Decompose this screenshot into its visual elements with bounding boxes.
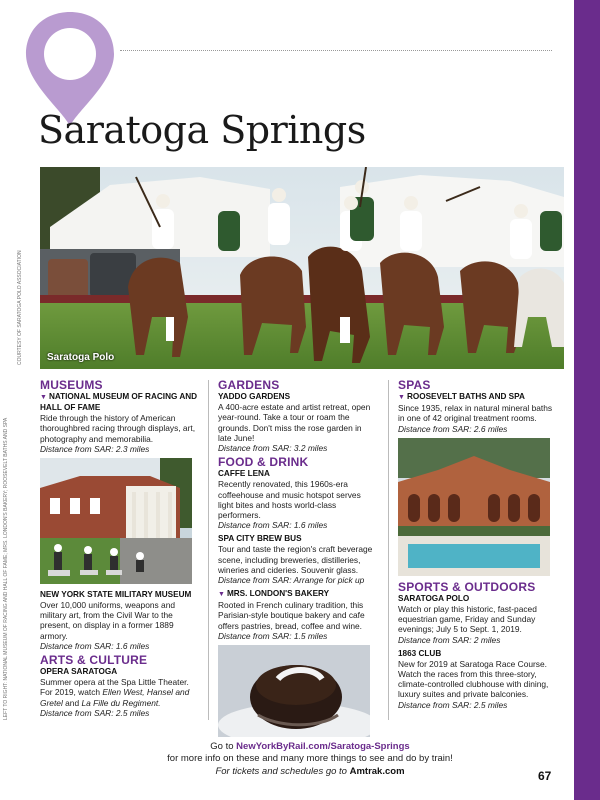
listing-distance: Distance from SAR: 2.6 miles (398, 423, 508, 434)
page-number: 67 (538, 769, 552, 783)
listing-name: ▼ NATIONAL MUSEUM OF RACING AND HALL OF FAME (40, 392, 198, 413)
section-heading-arts-culture: ARTS & CULTURE (40, 653, 148, 668)
section-heading-spas: SPAS (398, 378, 431, 392)
listing-description: A 400-acre estate and artist retreat, open year-round. Take a tour or roam the grounds. Don't miss the rose garden in late June! (218, 402, 371, 443)
column-middle (218, 380, 376, 737)
listing-name: YADDO GARDENS (218, 392, 291, 402)
section-heading-sports-outdoors: SPORTS & OUTDOORS (398, 579, 536, 594)
listing-description: Over 10,000 uniforms, weapons and military art, from the Civil War to the present, on display in a former 1889 armory. (40, 600, 176, 641)
listing-distance: Distance from SAR: 2 miles (398, 634, 501, 645)
listing-description: Since 1935, relax in natural mineral baths in one of 42 original treatment rooms. (398, 403, 553, 424)
column-right (398, 380, 554, 714)
listing-distance: Distance from SAR: 2.5 miles (398, 699, 508, 710)
page-title: Saratoga Springs (38, 108, 366, 152)
section-heading-gardens: GARDENS (218, 378, 280, 392)
listing-name: SARATOGA POLO (398, 594, 470, 604)
column-divider (208, 380, 209, 720)
triangle-bullet-icon: ▼ (398, 394, 405, 402)
column-divider (388, 380, 389, 720)
listing-description: Recently renovated, this 1960s-era coffeehouse and music hotspot serves light bites and hosts world-class performers. (218, 479, 361, 521)
listing-name: 1863 CLUB (398, 648, 442, 658)
photo-bakery-pastry (218, 645, 370, 737)
triangle-bullet-icon: ▼ (218, 591, 225, 599)
listing-description: Ride through the history of American thoroughbred racing through displays, art, photography and memorabilia. (40, 413, 196, 444)
listing-distance: Distance from SAR: 1.6 miles (218, 520, 328, 531)
purple-edge-bar (574, 0, 600, 800)
footer-line-info: for more info on these and many more things to see and do by train! (167, 753, 453, 764)
hero-photo-caption: Saratoga Polo (47, 352, 115, 363)
hero-photo-polo (40, 167, 564, 369)
amtrak-link[interactable]: Amtrak.com (349, 766, 405, 777)
listing-description: New for 2019 at Saratoga Race Course. Watch the races from this three-story, climate-controlled clubhouse with dining, luxury suites and private balconies. (398, 658, 549, 700)
listing-name: ▼ ROOSEVELT BATHS AND SPA (398, 392, 525, 402)
listing-name: NEW YORK STATE MILITARY MUSEUM (40, 590, 192, 600)
listing-name: SPA CITY BREW BUS (218, 534, 302, 544)
website-link[interactable]: NewYorkByRail.com/Saratoga-Springs (236, 741, 410, 752)
listing-description: Summer opera at the Spa Little Theater. For 2019, watch Ellen West, Hansel and Gretel and La Fille du Regiment. (40, 677, 190, 708)
section-heading-food-drink: FOOD & DRINK (218, 455, 309, 470)
listing-description: Tour and taste the region's craft beverage scene, including breweries, distilleries, wineries and cideries. Souvenir glass. (218, 544, 373, 575)
photo-museum-of-racing (40, 458, 192, 584)
triangle-bullet-icon: ▼ (40, 394, 47, 402)
title-dotted-rule (120, 50, 552, 51)
photo-roosevelt-baths (398, 438, 550, 576)
section-heading-museums: MUSEUMS (40, 378, 103, 392)
footer-line-website: Go to NewYorkByRail.com/Saratoga-Springs (210, 741, 410, 752)
listing-name: ▼ MRS. LONDON'S BAKERY (218, 589, 330, 599)
listing-description: Watch or play this historic, fast-paced equestrian game, Friday and Sunday evenings; July 5 to Sept. 1, 2019. (398, 604, 537, 635)
hero-photo-credit: COURTESY OF SARATOGA POLO ASSOCIATION (17, 250, 23, 365)
listing-distance: Distance from SAR: Arrange for pick up (218, 575, 365, 586)
listing-name: CAFFE LENA (218, 469, 270, 479)
column-left (40, 380, 198, 722)
listing-distance: Distance from SAR: 1.5 miles (218, 630, 328, 641)
listing-distance: Distance from SAR: 2.3 miles (40, 443, 150, 454)
listing-description: Rooted in French culinary tradition, this Parisian-style boutique bakery and cafe offers pastries, bread, coffee and wine. (218, 600, 365, 631)
listing-name: OPERA SARATOGA (40, 667, 118, 677)
listing-distance: Distance from SAR: 3.2 miles (218, 443, 328, 454)
column-photo-credits: LEFT TO RIGHT: NATIONAL MUSEUM OF RACING AND HALL OF FAME; MRS. LONDON'S BAKERY; ROOSEVELT BATHS AND SPA (3, 417, 9, 720)
listing-distance: Distance from SAR: 1.6 miles (40, 640, 150, 651)
listing-distance: Distance from SAR: 2.5 miles (40, 707, 150, 718)
footer-line-tickets: For tickets and schedules go to Amtrak.com (215, 766, 405, 777)
